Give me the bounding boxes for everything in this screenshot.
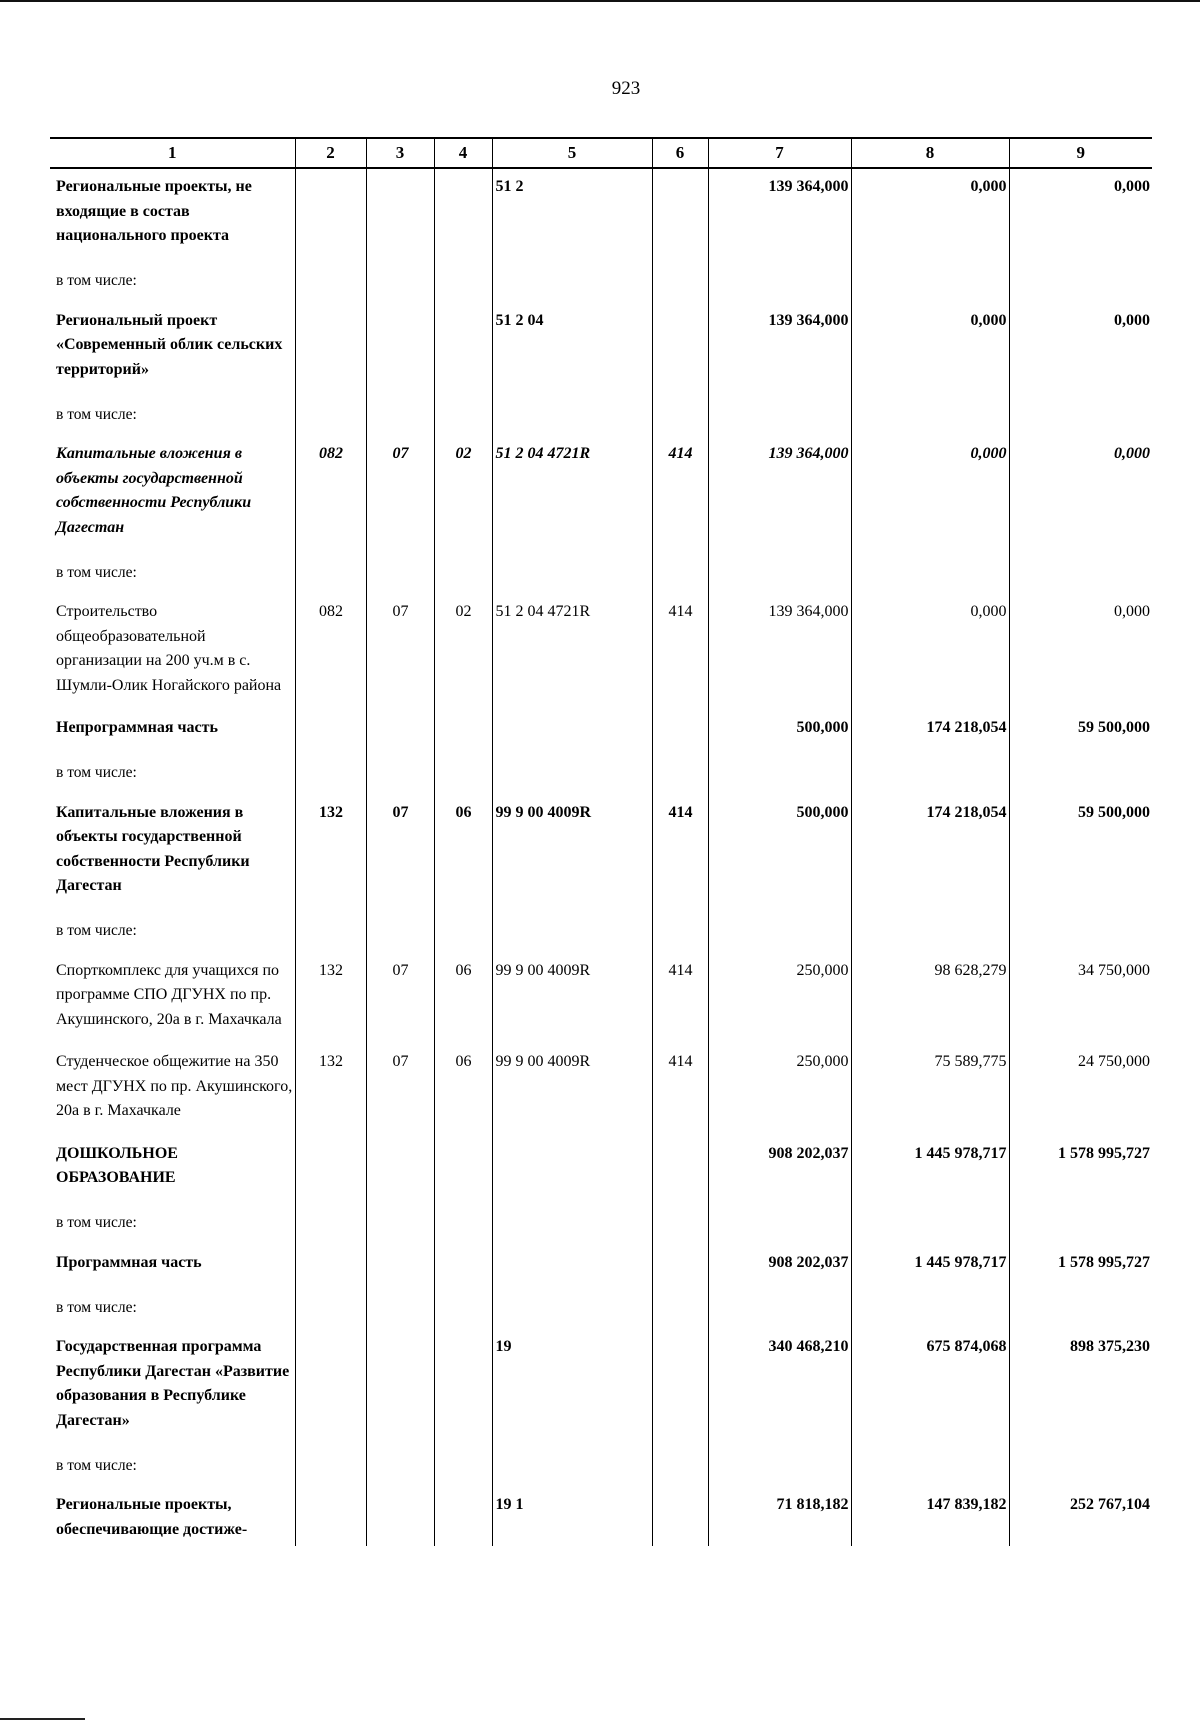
code-cell: 99 9 00 4009R (492, 953, 652, 1045)
empty-cell (434, 394, 492, 436)
empty-cell (295, 394, 366, 436)
code-cell: 51 2 04 (492, 303, 652, 395)
amount-col9-cell: 898 375,230 (1009, 1329, 1152, 1445)
row-name-cell: Непрограммная часть (50, 710, 295, 753)
amount-col7-cell: 250,000 (708, 953, 851, 1045)
col6-cell (652, 1245, 708, 1288)
in-that-number-row (50, 552, 1152, 594)
row-name-cell: Государственная программа Республики Дагестан «Развитие образования в Республике Дагестан» (50, 1329, 295, 1445)
in-that-number-label: в том числе: (50, 394, 295, 436)
empty-cell (492, 1287, 652, 1329)
table-row (50, 168, 1152, 261)
amount-col7-cell: 340 468,210 (708, 1329, 851, 1445)
empty-cell (295, 261, 366, 303)
in-that-number-row (50, 1203, 1152, 1245)
col4-cell: 06 (434, 1044, 492, 1136)
table-row (50, 1245, 1152, 1288)
row-name-cell: Региональные проекты, обеспечивающие достиже- (50, 1487, 295, 1546)
amount-col7-cell: 250,000 (708, 1044, 851, 1136)
empty-cell (1009, 394, 1152, 436)
top-border-line (0, 0, 1200, 2)
col2-cell (295, 1329, 366, 1445)
row-name-cell: Капитальные вложения в объекты государственной собственности Республики Дагестан (50, 795, 295, 911)
empty-cell (652, 394, 708, 436)
col4-cell (434, 1245, 492, 1288)
col2-cell: 082 (295, 594, 366, 710)
amount-col9-cell: 0,000 (1009, 436, 1152, 552)
empty-cell (851, 753, 1009, 795)
empty-cell (1009, 552, 1152, 594)
column-header-1: 1 (50, 138, 295, 168)
empty-cell (652, 1203, 708, 1245)
table-body (50, 168, 1152, 1546)
empty-cell (492, 394, 652, 436)
empty-cell (708, 1287, 851, 1329)
column-header-8: 8 (851, 138, 1009, 168)
amount-col7-cell: 139 364,000 (708, 168, 851, 261)
col3-cell: 07 (366, 953, 434, 1045)
in-that-number-label: в том числе: (50, 1203, 295, 1245)
column-header-6: 6 (652, 138, 708, 168)
empty-cell (295, 1203, 366, 1245)
empty-cell (295, 753, 366, 795)
empty-cell (708, 261, 851, 303)
empty-cell (366, 394, 434, 436)
column-header-9: 9 (1009, 138, 1152, 168)
amount-col8-cell: 0,000 (851, 436, 1009, 552)
amount-col8-cell: 1 445 978,717 (851, 1136, 1009, 1203)
amount-col7-cell: 500,000 (708, 795, 851, 911)
amount-col9-cell: 59 500,000 (1009, 795, 1152, 911)
code-cell: 19 1 (492, 1487, 652, 1546)
empty-cell (851, 911, 1009, 953)
empty-cell (492, 261, 652, 303)
empty-cell (1009, 261, 1152, 303)
empty-cell (851, 1203, 1009, 1245)
col2-cell (295, 710, 366, 753)
amount-col8-cell: 75 589,775 (851, 1044, 1009, 1136)
col6-cell (652, 1487, 708, 1546)
empty-cell (492, 1445, 652, 1487)
col4-cell (434, 1329, 492, 1445)
table-row (50, 594, 1152, 710)
table-row (50, 436, 1152, 552)
col4-cell: 02 (434, 594, 492, 710)
in-that-number-label: в том числе: (50, 261, 295, 303)
col4-cell (434, 1136, 492, 1203)
column-header-3: 3 (366, 138, 434, 168)
col3-cell: 07 (366, 594, 434, 710)
in-that-number-row (50, 911, 1152, 953)
col6-cell: 414 (652, 1044, 708, 1136)
amount-col9-cell: 24 750,000 (1009, 1044, 1152, 1136)
empty-cell (492, 552, 652, 594)
in-that-number-label: в том числе: (50, 552, 295, 594)
col4-cell (434, 1487, 492, 1546)
amount-col9-cell: 0,000 (1009, 594, 1152, 710)
row-name-cell: Капитальные вложения в объекты государственной собственности Республики Дагестан (50, 436, 295, 552)
empty-cell (492, 753, 652, 795)
amount-col9-cell: 34 750,000 (1009, 953, 1152, 1045)
col3-cell: 07 (366, 436, 434, 552)
col6-cell (652, 1136, 708, 1203)
col3-cell (366, 1329, 434, 1445)
col3-cell: 07 (366, 1044, 434, 1136)
table-row (50, 1044, 1152, 1136)
amount-col9-cell: 59 500,000 (1009, 710, 1152, 753)
empty-cell (366, 1203, 434, 1245)
row-name-cell: Спорткомплекс для учащихся по программе СПО ДГУНХ по пр. Акушинского, 20а в г. Махачкала (50, 953, 295, 1045)
col4-cell: 06 (434, 795, 492, 911)
empty-cell (708, 394, 851, 436)
empty-cell (652, 753, 708, 795)
empty-cell (851, 1445, 1009, 1487)
row-name-cell: Студенческое общежитие на 350 мест ДГУНХ по пр. Акушинского, 20а в г. Махачкале (50, 1044, 295, 1136)
empty-cell (366, 1287, 434, 1329)
col3-cell (366, 1245, 434, 1288)
empty-cell (492, 911, 652, 953)
in-that-number-label: в том числе: (50, 1445, 295, 1487)
empty-cell (434, 1203, 492, 1245)
column-header-7: 7 (708, 138, 851, 168)
empty-cell (708, 1445, 851, 1487)
code-cell: 99 9 00 4009R (492, 1044, 652, 1136)
empty-cell (851, 261, 1009, 303)
amount-col7-cell: 71 818,182 (708, 1487, 851, 1546)
empty-cell (1009, 753, 1152, 795)
col2-cell (295, 1136, 366, 1203)
col2-cell: 132 (295, 795, 366, 911)
empty-cell (652, 1287, 708, 1329)
empty-cell (295, 1445, 366, 1487)
empty-cell (434, 261, 492, 303)
table-row (50, 1136, 1152, 1203)
col3-cell (366, 303, 434, 395)
col3-cell (366, 1136, 434, 1203)
in-that-number-label: в том числе: (50, 1287, 295, 1329)
amount-col9-cell: 0,000 (1009, 303, 1152, 395)
amount-col9-cell: 0,000 (1009, 168, 1152, 261)
col4-cell (434, 710, 492, 753)
table-row (50, 710, 1152, 753)
col2-cell: 132 (295, 953, 366, 1045)
empty-cell (366, 552, 434, 594)
amount-col8-cell: 1 445 978,717 (851, 1245, 1009, 1288)
column-header-2: 2 (295, 138, 366, 168)
empty-cell (708, 911, 851, 953)
empty-cell (652, 552, 708, 594)
row-name-cell: Программная часть (50, 1245, 295, 1288)
row-name-cell: Строительство общеобразовательной организации на 200 уч.м в с. Шумли-Олик Ногайского района (50, 594, 295, 710)
amount-col7-cell: 139 364,000 (708, 594, 851, 710)
empty-cell (708, 753, 851, 795)
empty-cell (851, 394, 1009, 436)
empty-cell (434, 552, 492, 594)
col6-cell: 414 (652, 436, 708, 552)
amount-col8-cell: 0,000 (851, 594, 1009, 710)
code-cell: 51 2 04 4721R (492, 594, 652, 710)
amount-col8-cell: 98 628,279 (851, 953, 1009, 1045)
col4-cell: 06 (434, 953, 492, 1045)
amount-col7-cell: 500,000 (708, 710, 851, 753)
table-row (50, 303, 1152, 395)
empty-cell (295, 1287, 366, 1329)
empty-cell (492, 1203, 652, 1245)
col2-cell (295, 1245, 366, 1288)
amount-col8-cell: 0,000 (851, 168, 1009, 261)
col6-cell (652, 710, 708, 753)
in-that-number-row (50, 753, 1152, 795)
empty-cell (708, 1203, 851, 1245)
col6-cell: 414 (652, 594, 708, 710)
empty-cell (1009, 1203, 1152, 1245)
empty-cell (652, 261, 708, 303)
code-cell (492, 1245, 652, 1288)
table-row (50, 953, 1152, 1045)
col3-cell: 07 (366, 795, 434, 911)
empty-cell (366, 261, 434, 303)
code-cell: 51 2 (492, 168, 652, 261)
empty-cell (1009, 1445, 1152, 1487)
column-header-4: 4 (434, 138, 492, 168)
col3-cell (366, 710, 434, 753)
column-header-5: 5 (492, 138, 652, 168)
row-name-cell: Региональный проект «Современный облик сельских территорий» (50, 303, 295, 395)
col2-cell (295, 303, 366, 395)
in-that-number-row (50, 261, 1152, 303)
col3-cell (366, 1487, 434, 1546)
empty-cell (851, 552, 1009, 594)
amount-col7-cell: 139 364,000 (708, 303, 851, 395)
table-header-row (50, 138, 1152, 168)
empty-cell (1009, 911, 1152, 953)
empty-cell (708, 552, 851, 594)
col2-cell: 132 (295, 1044, 366, 1136)
code-cell (492, 1136, 652, 1203)
code-cell: 51 2 04 4721R (492, 436, 652, 552)
amount-col7-cell: 139 364,000 (708, 436, 851, 552)
empty-cell (366, 753, 434, 795)
col6-cell: 414 (652, 953, 708, 1045)
col2-cell: 082 (295, 436, 366, 552)
in-that-number-label: в том числе: (50, 911, 295, 953)
empty-cell (366, 911, 434, 953)
empty-cell (295, 552, 366, 594)
col6-cell: 414 (652, 795, 708, 911)
amount-col8-cell: 0,000 (851, 303, 1009, 395)
empty-cell (295, 911, 366, 953)
col3-cell (366, 168, 434, 261)
amount-col9-cell: 1 578 995,727 (1009, 1136, 1152, 1203)
code-cell (492, 710, 652, 753)
empty-cell (434, 1287, 492, 1329)
in-that-number-row (50, 1445, 1152, 1487)
bottom-edge-mark (0, 1718, 85, 1720)
table-row (50, 1487, 1152, 1546)
col6-cell (652, 1329, 708, 1445)
in-that-number-label: в том числе: (50, 753, 295, 795)
empty-cell (434, 911, 492, 953)
amount-col8-cell: 147 839,182 (851, 1487, 1009, 1546)
empty-cell (434, 1445, 492, 1487)
amount-col7-cell: 908 202,037 (708, 1136, 851, 1203)
amount-col8-cell: 174 218,054 (851, 795, 1009, 911)
amount-col7-cell: 908 202,037 (708, 1245, 851, 1288)
row-name-cell: Региональные проекты, не входящие в состав национального проекта (50, 168, 295, 261)
table-row (50, 1329, 1152, 1445)
empty-cell (1009, 1287, 1152, 1329)
col6-cell (652, 168, 708, 261)
amount-col8-cell: 675 874,068 (851, 1329, 1009, 1445)
col4-cell (434, 168, 492, 261)
in-that-number-row (50, 394, 1152, 436)
col2-cell (295, 1487, 366, 1546)
amount-col9-cell: 1 578 995,727 (1009, 1245, 1152, 1288)
col2-cell (295, 168, 366, 261)
empty-cell (851, 1287, 1009, 1329)
row-name-cell: ДОШКОЛЬНОЕ ОБРАЗОВАНИЕ (50, 1136, 295, 1203)
budget-table (50, 137, 1152, 1546)
page-number: 923 (611, 78, 641, 99)
table-row (50, 795, 1152, 911)
code-cell: 19 (492, 1329, 652, 1445)
empty-cell (652, 1445, 708, 1487)
col4-cell: 02 (434, 436, 492, 552)
in-that-number-row (50, 1287, 1152, 1329)
code-cell: 99 9 00 4009R (492, 795, 652, 911)
amount-col8-cell: 174 218,054 (851, 710, 1009, 753)
empty-cell (652, 911, 708, 953)
amount-col9-cell: 252 767,104 (1009, 1487, 1152, 1546)
col6-cell (652, 303, 708, 395)
empty-cell (366, 1445, 434, 1487)
empty-cell (434, 753, 492, 795)
col4-cell (434, 303, 492, 395)
